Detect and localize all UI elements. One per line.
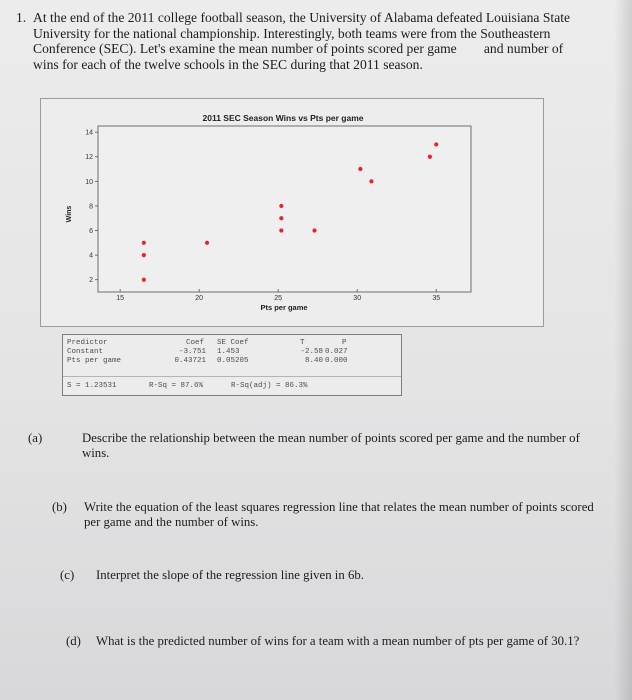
y-tick-label: 14 — [85, 129, 93, 137]
r-squared-adj: R-Sq(adj) = 86.3% — [231, 382, 308, 390]
row-pts-p: 0.000 — [325, 357, 348, 365]
header-t: T — [300, 339, 305, 347]
row-pts-coef: 0.43721 — [174, 357, 206, 365]
part-b-label: (b) — [52, 500, 67, 514]
header-coef: Coef — [186, 339, 205, 347]
question-text — [33, 10, 605, 72]
part-d-label: (d) — [66, 634, 81, 648]
question-line: University for the national championship. Interestingly, both teams were from the Southeastern — [33, 25, 551, 41]
row-pts-predictor: Pts per game — [67, 357, 122, 365]
data-point — [434, 142, 438, 146]
y-tick-label: 6 — [89, 228, 93, 236]
data-point — [279, 228, 283, 232]
r-squared: R-Sq = 87.6% — [149, 382, 204, 390]
data-point — [428, 155, 432, 159]
x-axis-label: Pts per game — [260, 303, 308, 312]
header-p: P — [342, 339, 347, 347]
part-a-line: wins. — [82, 446, 110, 460]
part-c-line: Interpret the slope of the regression line given in 6b. — [96, 568, 364, 582]
part-b-line: Write the equation of the least squares regression line that relates the mean number of points scored — [84, 500, 594, 514]
data-point — [358, 167, 362, 171]
y-tick-label: 2 — [89, 277, 93, 285]
y-tick-label: 12 — [85, 154, 93, 162]
question-line: Conference (SEC). Let's examine the mean number of points scored per game and number of — [33, 41, 564, 56]
part-d-text — [96, 634, 579, 649]
row-constant-t: -2.58 — [300, 348, 323, 356]
y-tick-label: 8 — [89, 203, 93, 211]
part-b-text — [84, 500, 594, 530]
regression-header — [67, 339, 108, 347]
question-line: wins for each of the twelve schools in the SEC during that 2011 season. — [33, 56, 423, 72]
data-point — [142, 253, 146, 257]
regression-divider — [63, 376, 401, 377]
row-pts-se: 0.05205 — [217, 357, 249, 365]
plot-area — [98, 126, 471, 292]
data-point — [142, 278, 146, 282]
row-constant-coef: -3.751 — [178, 348, 206, 356]
s-value: S = 1.23531 — [67, 382, 117, 390]
x-tick-label: 25 — [274, 295, 283, 302]
y-tick-label: 4 — [89, 252, 93, 260]
data-point — [205, 241, 209, 245]
scatterplot — [40, 98, 542, 325]
part-c-text — [96, 568, 364, 583]
y-tick-label: 10 — [85, 178, 93, 186]
data-point — [312, 228, 316, 232]
x-tick-label: 15 — [116, 295, 125, 302]
x-tick-label: 20 — [195, 295, 204, 302]
part-a-label: (a) — [28, 431, 43, 445]
part-a-line: Describe the relationship between the mean number of points scored per game and the number of — [82, 431, 580, 445]
x-tick-label: 35 — [432, 295, 441, 302]
question-number: 1. — [16, 10, 27, 25]
chart-title: 2011 SEC Season Wins vs Pts per game — [202, 113, 364, 123]
part-a-text — [82, 431, 580, 461]
row-constant-predictor: Constant — [67, 348, 104, 356]
header-se-coef: SE Coef — [217, 339, 249, 347]
part-d-line: What is the predicted number of wins for a team with a mean number of pts per game of 30.1? — [96, 634, 580, 648]
part-b-line: per game and the number of wins. — [84, 515, 259, 529]
x-tick-label: 30 — [353, 295, 362, 302]
header-predictor: Predictor — [67, 339, 108, 347]
question-line: At the end of the 2011 college football season, the University of Alabama defeated Louisiana State — [33, 10, 571, 25]
page-shadow — [614, 0, 632, 700]
row-constant-p: 0.027 — [325, 348, 348, 356]
data-point — [142, 241, 146, 245]
row-constant-se: 1.453 — [217, 348, 240, 356]
data-point — [279, 216, 283, 220]
data-point — [369, 179, 373, 183]
row-pts-t: 8.40 — [304, 357, 323, 365]
part-c-label: (c) — [60, 568, 75, 582]
y-axis-ticks — [85, 130, 98, 285]
y-axis-label: Wins — [66, 205, 73, 223]
data-point — [279, 204, 283, 208]
regression-output — [62, 334, 402, 396]
